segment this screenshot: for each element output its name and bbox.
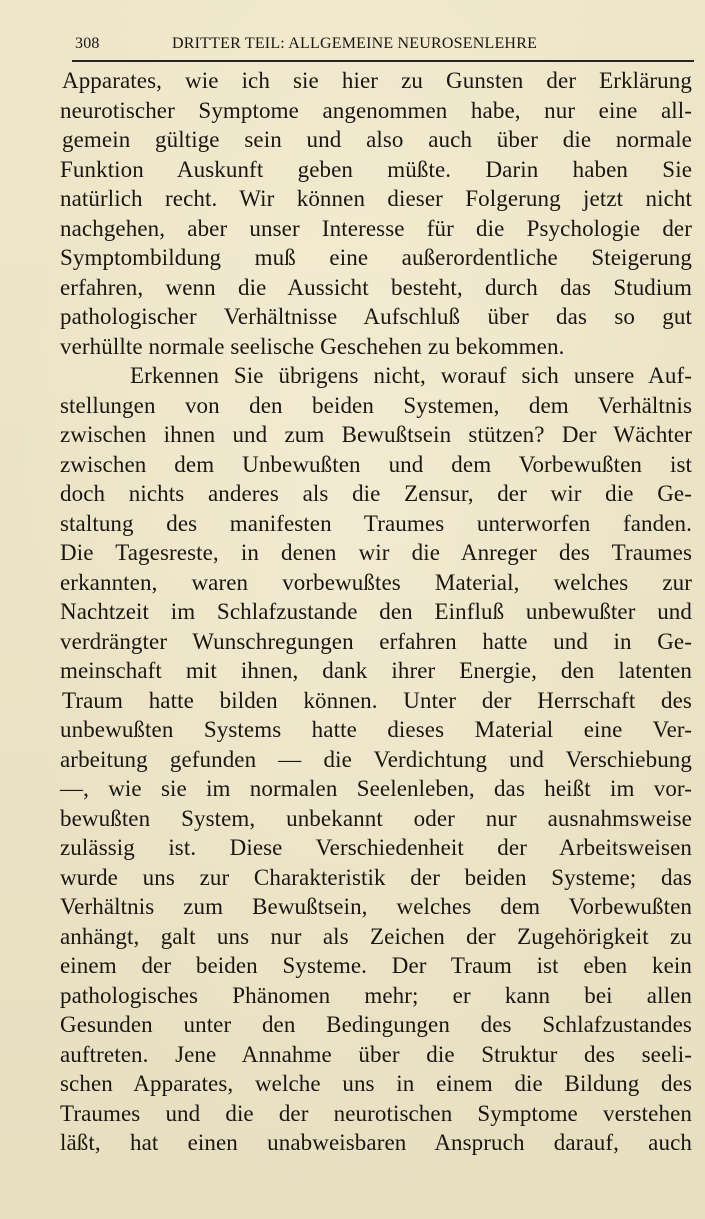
page-number: 308	[75, 35, 100, 52]
text-line: zwischen ihnen und zum Bewußtsein stützen? Der Wächter	[60, 422, 692, 447]
text-line: doch nichts anderes als die Zensur, der wir die Ge-	[60, 481, 692, 506]
text-line: Verhältnis zum Bewußtsein, welches dem Vorbewußten	[60, 894, 692, 919]
text-line: läßt, hat einen unabweisbaren Anspruch darauf, auch	[60, 1130, 692, 1155]
text-line: neurotischer Symptome angenommen habe, nur eine all-	[60, 97, 692, 123]
text-line: zwischen dem Unbewußten und dem Vorbewußten ist	[60, 451, 692, 477]
text-line: Traumes und die der neurotischen Symptome verstehen	[60, 1100, 692, 1126]
text-line: zulässig ist. Diese Verschiedenheit der Arbeitsweisen	[60, 835, 692, 860]
text-line: Funktion Auskunft geben müßte. Darin haben Sie	[60, 156, 692, 182]
text-line: arbeitung gefunden — die Verdichtung und Verschiebung	[60, 746, 692, 772]
text-line: verhüllte normale seelische Geschehen zu bekommen.	[60, 333, 565, 359]
header-rule	[72, 60, 694, 62]
text-line-indented: Erkennen Sie übrigens nicht, worauf sich unsere Auf-	[130, 363, 692, 388]
running-title: DRITTER TEIL: ALLGEMEINE NEUROSENLEHRE	[172, 35, 538, 52]
text-line: einem der beiden Systeme. Der Traum ist eben kein	[60, 953, 692, 978]
text-line: nachgehen, aber unser Interesse für die Psychologie der	[60, 215, 692, 241]
body-text	[60, 66, 692, 1158]
text-line: pathologischer Verhältnisse Aufschluß über das so gut	[60, 304, 692, 329]
text-line: Gesunden unter den Bedingungen des Schlafzustandes	[60, 1012, 692, 1037]
text-line: staltung des manifesten Traumes unterworfen fanden.	[60, 510, 692, 536]
text-line: auftreten. Jene Annahme über die Struktur des seeli-	[60, 1041, 692, 1067]
text-line: erfahren, wenn die Aussicht besteht, durch das Studium	[60, 274, 692, 300]
text-line: unbewußten Systems hatte dieses Material eine Ver-	[60, 717, 692, 742]
text-line: erkannten, waren vorbewußtes Material, welches zur	[60, 569, 692, 595]
text-line: Traum hatte bilden können. Unter der Herrschaft des	[62, 687, 692, 713]
page-header	[72, 35, 694, 59]
text-line: bewußten System, unbekannt oder nur ausnahmsweise	[60, 805, 692, 831]
text-line: wurde uns zur Charakteristik der beiden Systeme; das	[60, 864, 692, 890]
text-line: natürlich recht. Wir können dieser Folgerung jetzt nicht	[60, 186, 692, 211]
text-line: gemein gültige sein und also auch über die normale	[62, 127, 692, 152]
text-line: meinschaft mit ihnen, dank ihrer Energie, den latenten	[60, 658, 692, 683]
text-line: schen Apparates, welche uns in einem die Bildung des	[60, 1071, 692, 1096]
text-line: Die Tagesreste, in denen wir die Anreger des Traumes	[60, 540, 692, 565]
text-line: Symptombildung muß eine außerordentliche Steigerung	[60, 245, 692, 270]
text-line: Nachtzeit im Schlafzustande den Einfluß unbewußter und	[60, 599, 692, 624]
text-line: pathologisches Phänomen mehr; er kann bei allen	[60, 982, 692, 1008]
text-line: stellungen von den beiden Systemen, dem Verhältnis	[60, 392, 692, 418]
text-line: —, wie sie im normalen Seelenleben, das heißt im vor-	[60, 776, 692, 801]
text-line: verdrängter Wunschregungen erfahren hatte und in Ge-	[60, 628, 692, 654]
text-line: anhängt, galt uns nur als Zeichen der Zugehörigkeit zu	[60, 923, 692, 949]
text-line: Apparates, wie ich sie hier zu Gunsten der Erklärung	[62, 68, 692, 93]
